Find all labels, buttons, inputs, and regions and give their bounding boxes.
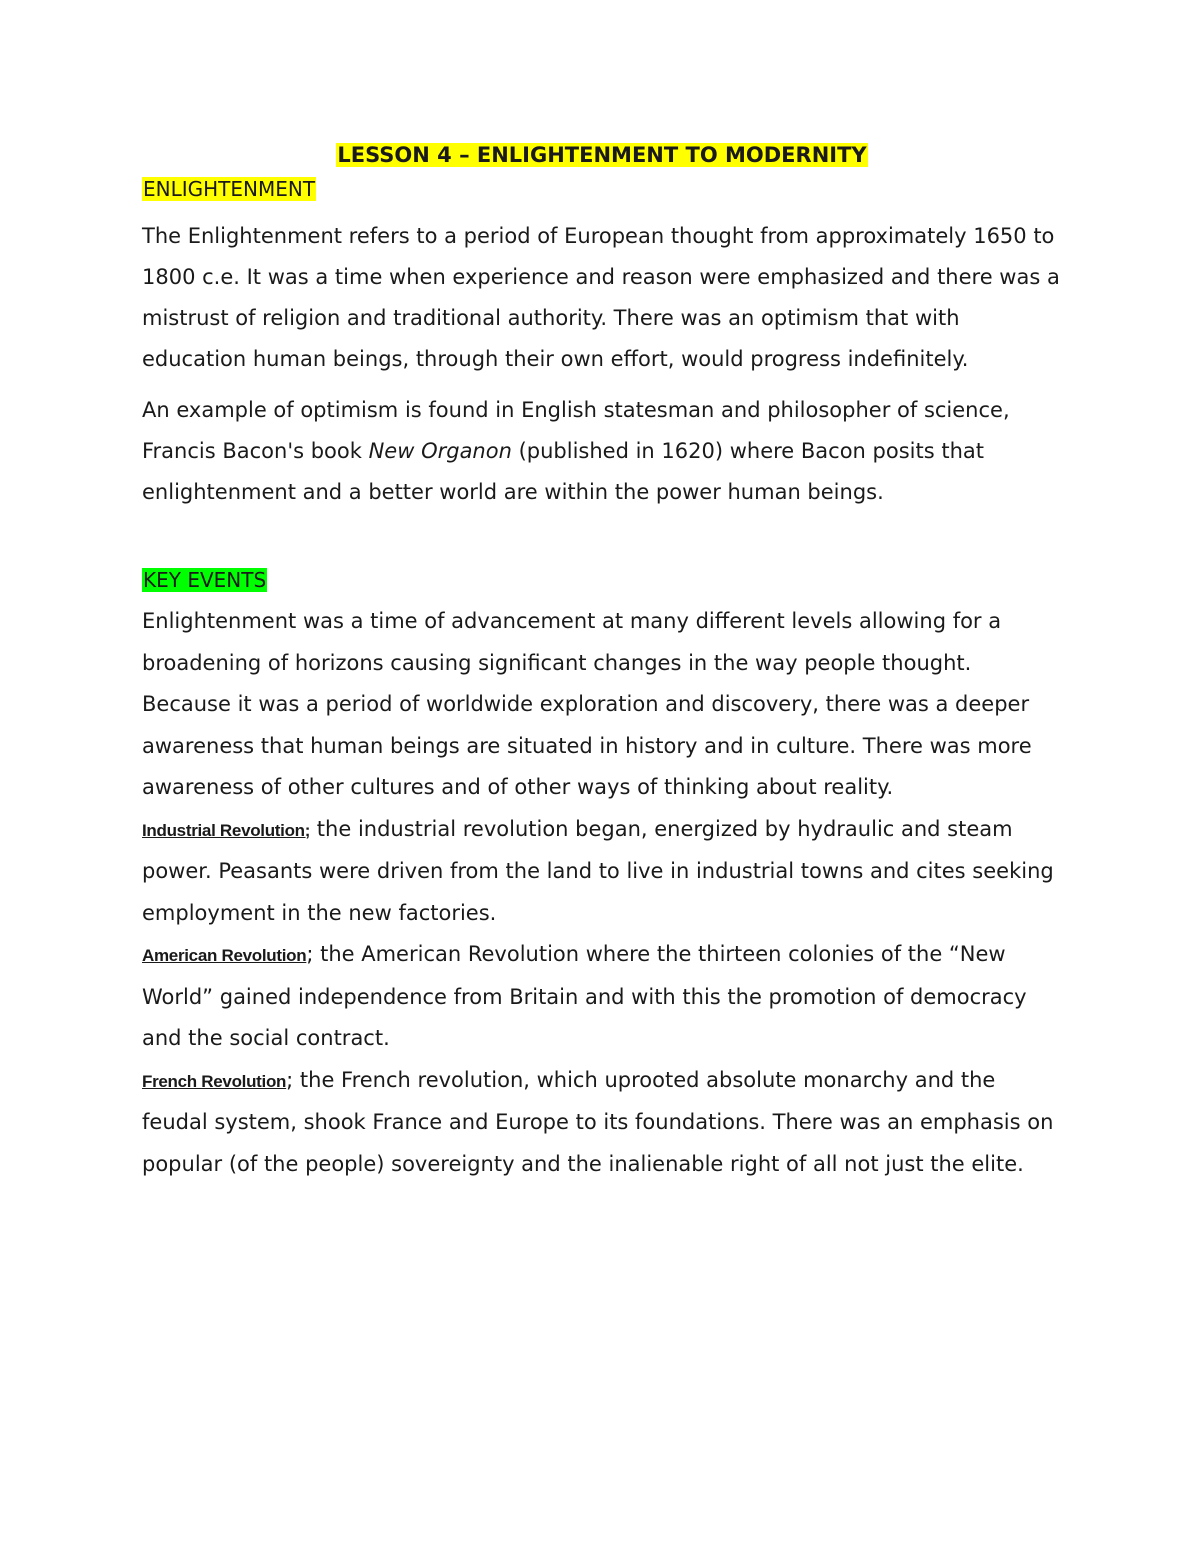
key-events-intro: Enlightenment was a time of advancement at many different levels allowing for a broadening of horizons causing significant changes in the way people thought. Because it was a period of worldwide exploration and discovery, there was a deeper awareness that human beings are situated in history and in culture. There was more awareness of other cultures and of other ways of thinking about reality. <box>142 609 1032 799</box>
paragraph-2-text-end: (published in 1620) where Bacon posits that enlightenment and a better world are within the power human beings. <box>142 439 984 504</box>
event-french-revolution <box>142 1060 1062 1186</box>
page-title <box>142 140 1062 170</box>
event-separator: ; <box>306 942 314 966</box>
event-text: the industrial revolution began, energized by hydraulic and steam power. Peasants were driven from the land to live in industrial towns and cites seeking employment in the new factories. <box>142 816 1054 925</box>
event-label: French Revolution <box>142 1071 287 1091</box>
event-label: Industrial Revolution; <box>142 820 311 840</box>
enlightenment-paragraph-1: The Enlightenment refers to a period of European thought from approximately 1650 to 1800 c.e. It was a time when experience and reason were emphasized and there was a mistrust of religion and traditional authority. There was an optimism that with education human beings, through their own effort, would progress indefinitely. <box>142 224 1060 371</box>
enlightenment-paragraph-2 <box>142 390 1062 513</box>
book-title: New Organon <box>368 439 512 463</box>
event-text: the American Revolution where the thirteen colonies of the “New World” gained independence from Britain and with this the promotion of democracy and the social contract. <box>142 942 1027 1050</box>
document-page <box>142 140 1062 1185</box>
event-american-revolution <box>142 934 1062 1060</box>
key-events-heading <box>142 565 1062 595</box>
event-separator: ; <box>286 1067 294 1092</box>
enlightenment-heading-highlight: ENLIGHTENMENT <box>143 177 316 201</box>
enlightenment-heading <box>142 174 1062 204</box>
key-events-heading-highlight: KEY EVENTS <box>143 568 267 592</box>
paragraph-2-text-start: An example of optimism is found in English statesman and philosopher of science, Francis Bacon's book <box>142 398 1010 463</box>
event-label: American Revolution <box>142 946 307 965</box>
title-highlight: LESSON 4 – ENLIGHTENMENT TO MODERNITY <box>337 143 867 167</box>
event-text: the French revolution, which uprooted absolute monarchy and the feudal system, shook France and Europe to its foundations. There was an emphasis on popular (of the people) sovereignty and the inalienable right of all not just the elite. <box>142 1067 1054 1176</box>
event-industrial-revolution <box>142 809 1062 935</box>
